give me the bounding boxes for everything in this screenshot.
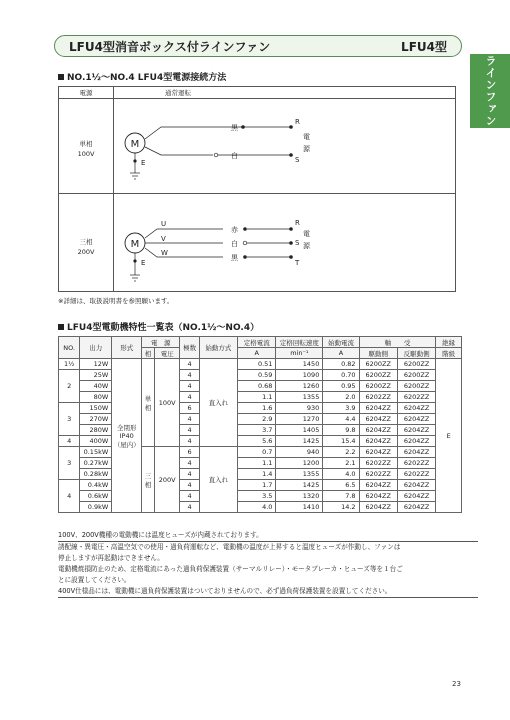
table-cell: 3.5 xyxy=(238,491,276,502)
three-wire-color-1: 赤 xyxy=(231,226,238,234)
phase-char: 相 xyxy=(144,403,152,412)
table-cell: 0.4kW xyxy=(80,480,112,491)
table-cell: 1.1 xyxy=(238,392,276,403)
three-wire-u xyxy=(145,229,223,238)
single-wire-1 xyxy=(145,127,213,139)
phase-char: 相 xyxy=(144,480,152,489)
table-cell: 3.7 xyxy=(238,425,276,436)
start-method-cell: 直入れ xyxy=(199,359,237,447)
spec-heading-text: LFU4型電動機特性一覧表（NO.1½～NO.4） xyxy=(67,323,260,333)
three-term-t: T xyxy=(295,259,300,267)
table-cell: 6200ZZ xyxy=(397,359,435,370)
table-cell: 6200ZZ xyxy=(359,381,397,392)
table-cell: 6202ZZ xyxy=(397,458,435,469)
table-cell: 2.2 xyxy=(323,447,359,458)
table-cell: 6200ZZ xyxy=(359,370,397,381)
table-cell: 4 xyxy=(180,502,199,513)
table-cell: 0.82 xyxy=(323,359,359,370)
table-cell: 6 xyxy=(180,447,199,458)
table-cell: 12W xyxy=(80,359,112,370)
three-earth-letter: E xyxy=(141,259,146,267)
square-bullet-icon xyxy=(58,324,64,330)
col-output: 出力 xyxy=(80,337,112,359)
table-cell: 0.7 xyxy=(238,447,276,458)
col-speed-unit: min⁻¹ xyxy=(276,348,323,359)
table-cell: 6.5 xyxy=(323,480,359,491)
col-bearing: 軸 受 xyxy=(359,337,436,348)
group-no-cell: 2 xyxy=(59,370,80,403)
spec-header-row-1 xyxy=(59,337,462,348)
three-term-s: S xyxy=(295,239,300,247)
phase-v: V xyxy=(161,235,166,243)
table-cell: 2.1 xyxy=(323,458,359,469)
table-cell: 4 xyxy=(180,359,199,370)
table-cell: 6204ZZ xyxy=(359,403,397,414)
table-cell: 1355 xyxy=(276,392,323,403)
table-row xyxy=(59,359,462,370)
table-cell: 150W xyxy=(80,403,112,414)
table-cell: 270W xyxy=(80,414,112,425)
table-cell: 4 xyxy=(180,414,199,425)
table-cell: 6204ZZ xyxy=(397,491,435,502)
table-cell: 6204ZZ xyxy=(359,447,397,458)
table-cell: 0.95 xyxy=(323,381,359,392)
table-cell: 25W xyxy=(80,370,112,381)
phase-w: W xyxy=(161,249,168,257)
col-poles: 極数 xyxy=(180,337,199,359)
table-cell: 6204ZZ xyxy=(397,436,435,447)
col-phase: 相 xyxy=(142,348,155,359)
table-cell: 0.70 xyxy=(323,370,359,381)
col-voltage: 電圧 xyxy=(154,348,180,359)
table-cell: 6204ZZ xyxy=(359,480,397,491)
single-phase-diagram xyxy=(113,99,313,193)
single-motor-letter: M xyxy=(130,139,140,150)
square-bullet-icon xyxy=(58,74,64,80)
table-cell: 4 xyxy=(180,480,199,491)
table-cell: 5.6 xyxy=(238,436,276,447)
table-cell: 0.27kW xyxy=(80,458,112,469)
three-motor-letter: M xyxy=(130,239,140,250)
table-cell: 6202ZZ xyxy=(397,469,435,480)
single-source-label-2: 源 xyxy=(303,145,310,153)
single-phase-cell xyxy=(142,359,155,447)
table-cell: 6200ZZ xyxy=(397,381,435,392)
table-cell: 1200 xyxy=(276,458,323,469)
table-cell: 1355 xyxy=(276,469,323,480)
three-source-label-1: 電 xyxy=(303,230,310,238)
col-start-current-unit: A xyxy=(323,348,359,359)
wiring-col-power: 電源 xyxy=(79,89,93,97)
table-cell: 4 xyxy=(180,425,199,436)
three-wire-color-3: 黒 xyxy=(231,254,238,262)
table-cell: 14.2 xyxy=(323,502,359,513)
phase-u: U xyxy=(161,220,167,228)
table-cell: 4 xyxy=(180,436,199,447)
table-cell: 280W xyxy=(80,425,112,436)
group-no-cell: 1½ xyxy=(59,359,80,370)
table-cell: 1270 xyxy=(276,414,323,425)
table-cell: 0.6kW xyxy=(80,491,112,502)
col-speed: 定格回転速度 xyxy=(276,337,323,348)
table-cell: 6200ZZ xyxy=(359,359,397,370)
col-insulation-sub: 階級 xyxy=(436,348,462,359)
voltage-cell: 200V xyxy=(154,447,180,513)
table-cell: 1405 xyxy=(276,425,323,436)
table-cell: 4 xyxy=(180,392,199,403)
col-start: 始動方式 xyxy=(199,337,237,359)
table-cell: 6204ZZ xyxy=(397,447,435,458)
single-wire-2 xyxy=(145,147,213,155)
table-cell: 6204ZZ xyxy=(359,502,397,513)
three-phase-diagram xyxy=(113,195,313,291)
table-cell: 1.7 xyxy=(238,480,276,491)
table-cell: 6 xyxy=(180,403,199,414)
note-line: 100V、200V機種の電動機には温度ヒューズが内蔵されております。 xyxy=(58,530,478,542)
table-cell: 0.51 xyxy=(238,359,276,370)
table-cell: 15.4 xyxy=(323,436,359,447)
table-cell: 4.4 xyxy=(323,414,359,425)
table-cell: 6204ZZ xyxy=(397,502,435,513)
wiring-heading-text: NO.1½～NO.4 LFU4型電源接続方法 xyxy=(67,73,227,83)
model-name: LFU4型 xyxy=(401,39,447,54)
table-cell: 1260 xyxy=(276,381,323,392)
three-wire-w xyxy=(145,248,223,257)
col-rated-current: 定格電流 xyxy=(238,337,276,348)
single-open-dot xyxy=(214,153,218,157)
table-cell: 1410 xyxy=(276,502,323,513)
table-cell: 0.68 xyxy=(238,381,276,392)
spec-body xyxy=(59,359,462,513)
col-power: 電 源 xyxy=(142,337,180,348)
wiring-col-normal: 通常運転 xyxy=(165,89,191,97)
page-title-bar xyxy=(54,35,462,57)
col-insulation: 絶縁 xyxy=(436,337,462,348)
three-phase-cell xyxy=(142,447,155,513)
wiring-frame xyxy=(58,86,456,292)
table-cell: 6204ZZ xyxy=(359,414,397,425)
table-cell: 1.1 xyxy=(238,458,276,469)
table-cell: 930 xyxy=(276,403,323,414)
table-cell: 940 xyxy=(276,447,323,458)
table-cell: 1425 xyxy=(276,480,323,491)
three-phase-voltage: 200V xyxy=(77,248,95,256)
single-source-label-1: 電 xyxy=(303,133,310,141)
wiring-heading xyxy=(58,70,226,83)
three-phase-label: 三相 xyxy=(79,238,93,246)
table-cell: 6204ZZ xyxy=(359,491,397,502)
col-form: 形式 xyxy=(112,337,142,359)
table-cell: 6202ZZ xyxy=(359,458,397,469)
single-term-s: S xyxy=(295,156,300,164)
table-cell: 9.8 xyxy=(323,425,359,436)
table-cell: 0.59 xyxy=(238,370,276,381)
table-cell: 4 xyxy=(180,370,199,381)
table-cell: 4 xyxy=(180,491,199,502)
table-cell: 2.9 xyxy=(238,414,276,425)
table-cell: 7.8 xyxy=(323,491,359,502)
note-line: 停止しますが再起動はできません。 xyxy=(58,554,164,562)
table-cell: 40W xyxy=(80,381,112,392)
table-cell: 400W xyxy=(80,436,112,447)
table-cell: 1425 xyxy=(276,436,323,447)
table-cell: 6204ZZ xyxy=(397,403,435,414)
table-cell: 6200ZZ xyxy=(397,370,435,381)
voltage-cell: 100V xyxy=(154,359,180,447)
table-cell: 2.0 xyxy=(323,392,359,403)
side-tab: ラインファン xyxy=(470,54,510,128)
three-source-label-2: 源 xyxy=(303,242,310,250)
table-cell: 1.4 xyxy=(238,469,276,480)
page-number: 23 xyxy=(452,680,461,688)
wiring-note: ※詳細は、取扱説明書を参照願います。 xyxy=(58,297,174,305)
note-line: 400V仕様品には、電動機に過負荷保護装置はついておりませんので、必ず過負荷保護装置を設置してください。 xyxy=(58,586,478,598)
single-wire1-color: 黒 xyxy=(231,124,238,132)
spec-table xyxy=(58,336,462,513)
spec-heading xyxy=(58,320,259,333)
table-cell: 4 xyxy=(180,458,199,469)
three-wire-color-2: 白 xyxy=(231,240,238,248)
wiring-row-divider xyxy=(59,193,455,194)
note-line: とに設置してください。 xyxy=(58,576,131,584)
single-phase-label: 単相 xyxy=(79,140,93,148)
phase-char: 単 xyxy=(144,394,152,403)
table-cell: 0.15kW xyxy=(80,447,112,458)
form-line: （屋内） xyxy=(113,440,140,449)
single-term-r: R xyxy=(295,118,300,126)
page-title: LFU4型消音ボックス付ラインファン xyxy=(69,39,271,54)
form-line: IP40 xyxy=(119,431,134,440)
note-line: 誘配線・異電圧・高温空気での使用・過負荷運転など、電動機の温度が上昇すると温度ヒューズが作動し、ファンは xyxy=(58,543,401,551)
table-cell: 6202ZZ xyxy=(397,392,435,403)
table-cell: 0.9kW xyxy=(80,502,112,513)
table-cell: 4.0 xyxy=(323,469,359,480)
form-line: 全閉形 xyxy=(116,423,137,432)
table-cell: 4.0 xyxy=(238,502,276,513)
single-wire2-color: 白 xyxy=(231,152,238,160)
table-cell: 6204ZZ xyxy=(359,436,397,447)
note-line: 電動機焼損防止のため、定格電流にあった過負荷保護装置（サーマルリレー）・モータブレーカ・ヒューズ等を１台ご xyxy=(58,565,403,573)
table-cell: 80W xyxy=(80,392,112,403)
table-cell: 4 xyxy=(180,469,199,480)
table-cell: 6204ZZ xyxy=(397,414,435,425)
group-no-cell: 4 xyxy=(59,480,80,513)
table-cell: 6202ZZ xyxy=(359,469,397,480)
table-cell: 6204ZZ xyxy=(397,480,435,491)
table-cell: 6204ZZ xyxy=(397,425,435,436)
insulation-class-cell: E xyxy=(436,359,462,513)
col-rated-current-unit: A xyxy=(238,348,276,359)
start-method-cell: 直入れ xyxy=(199,447,237,513)
phase-char: 三 xyxy=(144,471,152,480)
notes-block xyxy=(58,530,478,598)
group-no-cell: 3 xyxy=(59,447,80,480)
table-cell: 1450 xyxy=(276,359,323,370)
table-cell: 6202ZZ xyxy=(359,392,397,403)
table-cell: 1090 xyxy=(276,370,323,381)
table-cell: 3.9 xyxy=(323,403,359,414)
table-cell: 4 xyxy=(180,381,199,392)
table-cell: 6204ZZ xyxy=(359,425,397,436)
col-no: NO. xyxy=(59,337,80,359)
three-term-r: R xyxy=(295,219,300,227)
col-anti-drive: 反駆動側 xyxy=(397,348,435,359)
single-earth-letter: E xyxy=(141,159,146,167)
group-no-cell: 4 xyxy=(59,436,80,447)
table-cell: 0.28kW xyxy=(80,469,112,480)
table-cell: 1.6 xyxy=(238,403,276,414)
form-cell xyxy=(112,359,142,513)
table-cell: 1320 xyxy=(276,491,323,502)
col-start-current: 始動電流 xyxy=(323,337,359,348)
single-phase-voltage: 100V xyxy=(77,150,95,158)
group-no-cell: 3 xyxy=(59,403,80,436)
col-drive: 駆動側 xyxy=(359,348,397,359)
